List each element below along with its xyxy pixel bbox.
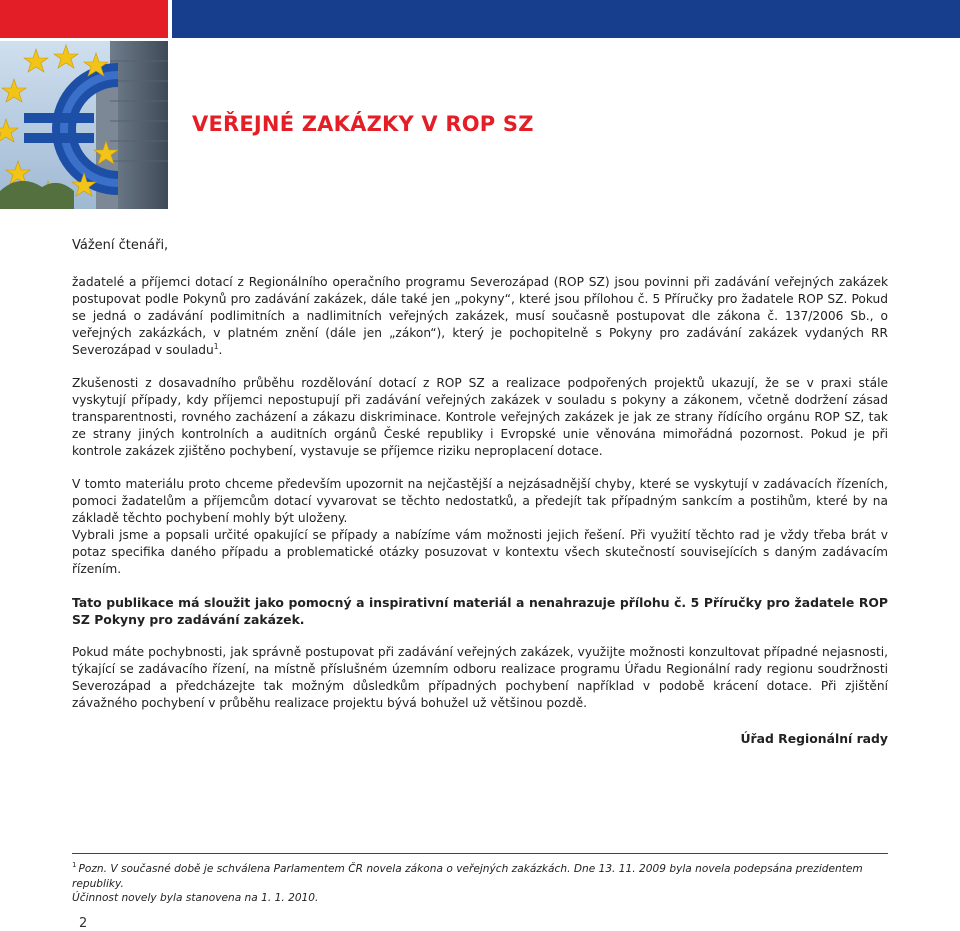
greeting: Vážení čtenáři, xyxy=(72,238,169,253)
paragraph-experience: Zkušenosti z dosavadního průběhu rozdělování dotací z ROP SZ a realizace podpořených projektů ukazují, že se v praxi stále vyskytují případy, kdy příjemci nepostupují při zadávání veřejných zakázek v souladu s pokyny a zákonem, včetně dodržení zásad transparentnosti, rovného zacházení a zákazu diskriminace. Kontrole veřejných zakázek je jak ze strany řídícího orgánu ROP SZ, tak ze strany jiných kontrolních a auditních orgánů České republiky i Evropské unie věnována mimořádná pozornost. Pokud je při kontrole zakázek zjištěno pochybení, vystavuje se příjemce riziku neproplacení dotace. xyxy=(72,376,888,458)
header-red-bar xyxy=(0,0,168,38)
footnote-line-1 xyxy=(72,862,888,891)
paragraph-purpose: V tomto materiálu proto chceme především upozornit na nejčastější a nejzásadnější chyby, které se vyskytují v zadávacích řízeních, pomoci žadatelům a příjemcům dotací vyvarovat se těchto nedostatků, a předejít tak případným sankcím a postihům, které by na základě těchto pochybení mohly být uloženy. xyxy=(72,477,888,525)
footnote-number: 1 xyxy=(72,861,77,870)
footnote xyxy=(72,862,888,906)
paragraph-consultation: Pokud máte pochybnosti, jak správně postupovat při zadávání veřejných zakázek, využijte možnosti konzultovat případné nejasnosti, týkající se zadávacího řízení, na místně příslušném územním odboru realizace programu Úřadu Regionální rady regionu soudržnosti Severozápad a předcházejte tak možným důsledkům případných pochybení například v podobě krácení dotace. Při zjištění závažného pochybení v průběhu realizace projektu bývá bohužel už většinou pozdě. xyxy=(72,645,888,710)
signature: Úřad Regionální rady xyxy=(740,731,888,746)
paragraph-cases: Vybrali jsme a popsali určité opakující se případy a nabízíme vám možnosti jejich řešení. Při využití těchto rad je vždy třeba brát v potaz specifika daného případu a problematické otázky posuzovat v kontextu všech skutečností souvisejících s daným zadávacím řízením. xyxy=(72,528,888,576)
page-title: VEŘEJNÉ ZAKÁZKY V ROP SZ xyxy=(192,112,534,136)
footnote-line-2: Účinnost novely byla stanovena na 1. 1. 2010. xyxy=(72,892,319,904)
paragraph-rules-end: . xyxy=(218,343,223,357)
main-content xyxy=(72,237,888,763)
paragraph-rules xyxy=(72,274,888,359)
paragraph-rules-text: žadatelé a příjemci dotací z Regionálního operačního programu Severozápad (ROP SZ) jsou povinni při zadávání veřejných zakázek postupovat podle Pokynů pro zadávání zakázek, dále také jen „pokyny“, které jsou přílohou č. 5 Příručky pro žadatele ROP SZ. Pokud se jedná o zadávání podlimitních a nadlimitních veřejných zakázek, musí současně postupovat dle zákona č. 137/2006 Sb., o veřejných zakázkách, v platném znění (dále jen „zákon“), který je pochopitelně s Pokyny pro zadávání zakázek vydaných RR Severozápad v souladu xyxy=(72,275,888,357)
footnote-divider xyxy=(72,853,888,854)
footnote-line-1-text: Pozn. V současné době je schválena Parlamentem ČR novela zákona o veřejných zakázkách. Dne 13. 11. 2009 byla novela podepsána prezidentem republiky. xyxy=(72,863,863,890)
euro-sculpture-photo xyxy=(0,41,168,209)
page-number: 2 xyxy=(79,916,88,931)
paragraph-disclaimer: Tato publikace má sloužit jako pomocný a inspirativní materiál a nenahrazuje přílohu č. 5 Příručky pro žadatele ROP SZ Pokyny pro zadávání zakázek. xyxy=(72,595,888,627)
header-blue-bar xyxy=(172,0,960,38)
footnote-reference: 1 xyxy=(213,341,219,351)
